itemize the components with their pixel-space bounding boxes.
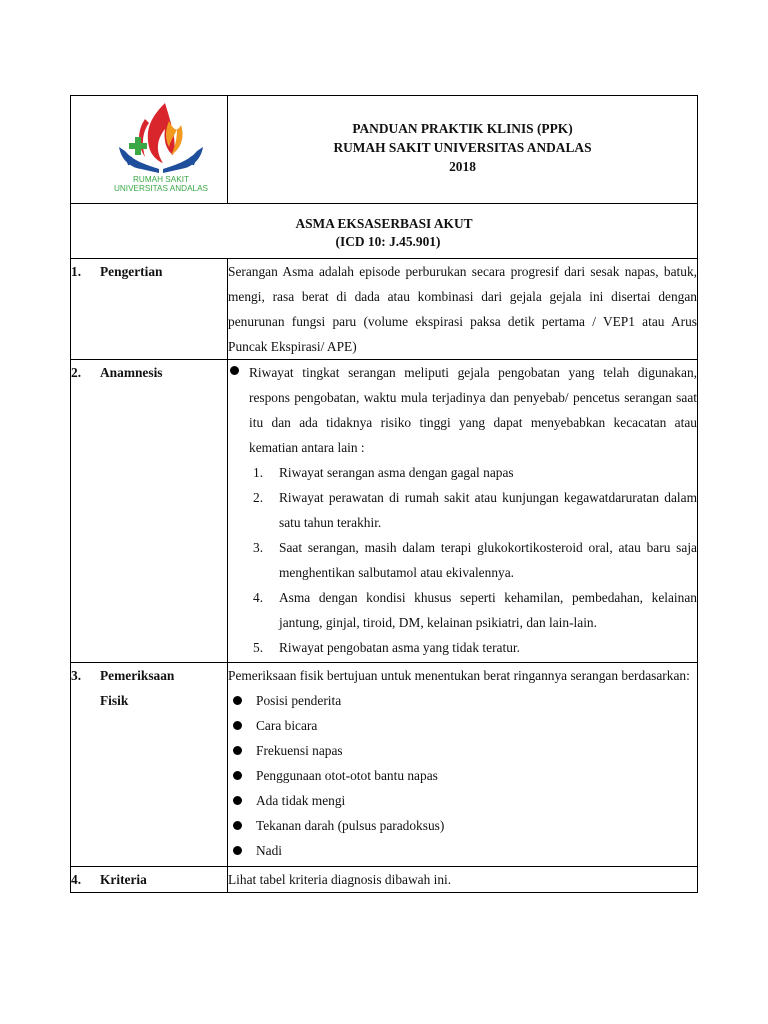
list-item: Frekuensi napas bbox=[233, 738, 697, 763]
row-label-cell bbox=[71, 259, 228, 360]
document-title: ASMA EKSASERBASI AKUT bbox=[295, 216, 473, 231]
list-item: 4. Asma dengan kondisi khusus seperti kehamilan, pembedahan, kelainan jantung, ginjal, tiroid, DM, kelainan psikiatri, dan lain-lain. bbox=[253, 590, 697, 630]
bullet-icon bbox=[233, 721, 242, 730]
header-line1: PANDUAN PRAKTIK KLINIS (PPK) bbox=[352, 121, 573, 136]
bullet-icon bbox=[233, 746, 242, 755]
ppk-table bbox=[70, 95, 698, 893]
row-pengertian bbox=[71, 259, 698, 360]
row-pemeriksaan-fisik bbox=[71, 663, 698, 867]
row-kriteria bbox=[71, 867, 698, 893]
header-row bbox=[71, 96, 698, 204]
row-number: 1. bbox=[71, 264, 82, 279]
hospital-logo-icon bbox=[111, 99, 211, 195]
list-item: 3. Saat serangan, masih dalam terapi glukokortikosteroid oral, atau baru saja menghentikan salbutamol atau ekivalennya. bbox=[253, 540, 697, 580]
pengertian-text: Serangan Asma adalah episode perburukan secara progresif dari sesak napas, batuk, mengi, rasa berat di dada atau kombinasi dari gejala gejala ini disertai dengan penurunan fungsi paru (volume ekspirasi paksa detik pertama / VEP1 atau Arus Puncak Ekspirasi/ APE) bbox=[228, 259, 698, 360]
row-label: Anamnesis bbox=[100, 365, 163, 380]
anamnesis-content bbox=[228, 360, 698, 663]
row-label: Kriteria bbox=[100, 872, 147, 887]
row-label-cell bbox=[71, 360, 228, 663]
logo-text-line2: UNIVERSITAS ANDALAS bbox=[113, 184, 209, 193]
pemeriksaan-content bbox=[228, 663, 698, 867]
bullet-icon bbox=[233, 821, 242, 830]
kriteria-text: Lihat tabel kriteria diagnosis dibawah ini. bbox=[228, 867, 698, 893]
pemeriksaan-list bbox=[228, 688, 697, 863]
list-item: Tekanan darah (pulsus paradoksus) bbox=[233, 813, 697, 838]
row-label: Pemeriksaan bbox=[100, 668, 175, 683]
logo-cell bbox=[71, 96, 228, 204]
header-line2: RUMAH SAKIT UNIVERSITAS ANDALAS bbox=[333, 140, 592, 155]
list-item: Penggunaan otot-otot bantu napas bbox=[233, 763, 697, 788]
list-item: Ada tidak mengi bbox=[233, 788, 697, 813]
anamnesis-intro: Riwayat tingkat serangan meliputi gejala pengobatan yang telah digunakan, respons pengobatan, waktu mula terjadinya dan penyebab/ pencetus serangan saat itu dan ada tidaknya risiko tinggi yang dapat menyebabkan kecacatan atau kematian antara lain : bbox=[249, 365, 697, 455]
logo-text-line1: RUMAH SAKIT bbox=[133, 175, 189, 184]
title-cell bbox=[71, 204, 698, 259]
row-label-line2: Fisik bbox=[100, 693, 129, 708]
ppk-document bbox=[70, 95, 697, 893]
pemeriksaan-intro: Pemeriksaan fisik bertujuan untuk menentukan berat ringannya serangan berdasarkan: bbox=[228, 668, 690, 683]
row-label-cell bbox=[71, 663, 228, 867]
anamnesis-list bbox=[228, 460, 697, 660]
row-number: 4. bbox=[71, 872, 82, 887]
bullet-icon bbox=[233, 796, 242, 805]
header-cell bbox=[228, 96, 698, 204]
bullet-icon bbox=[233, 696, 242, 705]
list-item: 2. Riwayat perawatan di rumah sakit atau kunjungan kegawatdaruratan dalam satu tahun terakhir. bbox=[253, 490, 697, 530]
list-item: 5. Riwayat pengobatan asma yang tidak teratur. bbox=[253, 640, 520, 655]
title-row bbox=[71, 204, 698, 259]
list-item: 1. Riwayat serangan asma dengan gagal napas bbox=[253, 465, 514, 480]
row-label: Pengertian bbox=[100, 264, 163, 279]
row-label-cell bbox=[71, 867, 228, 893]
header-line3: 2018 bbox=[449, 159, 476, 174]
bullet-icon bbox=[233, 771, 242, 780]
list-item: Cara bicara bbox=[233, 713, 697, 738]
list-item: Posisi penderita bbox=[233, 688, 697, 713]
list-item: Nadi bbox=[233, 838, 697, 863]
row-anamnesis bbox=[71, 360, 698, 663]
icd-code: (ICD 10: J.45.901) bbox=[335, 234, 441, 249]
bullet-icon bbox=[230, 366, 239, 375]
row-number: 3. bbox=[71, 668, 82, 683]
row-number: 2. bbox=[71, 365, 82, 380]
bullet-icon bbox=[233, 846, 242, 855]
